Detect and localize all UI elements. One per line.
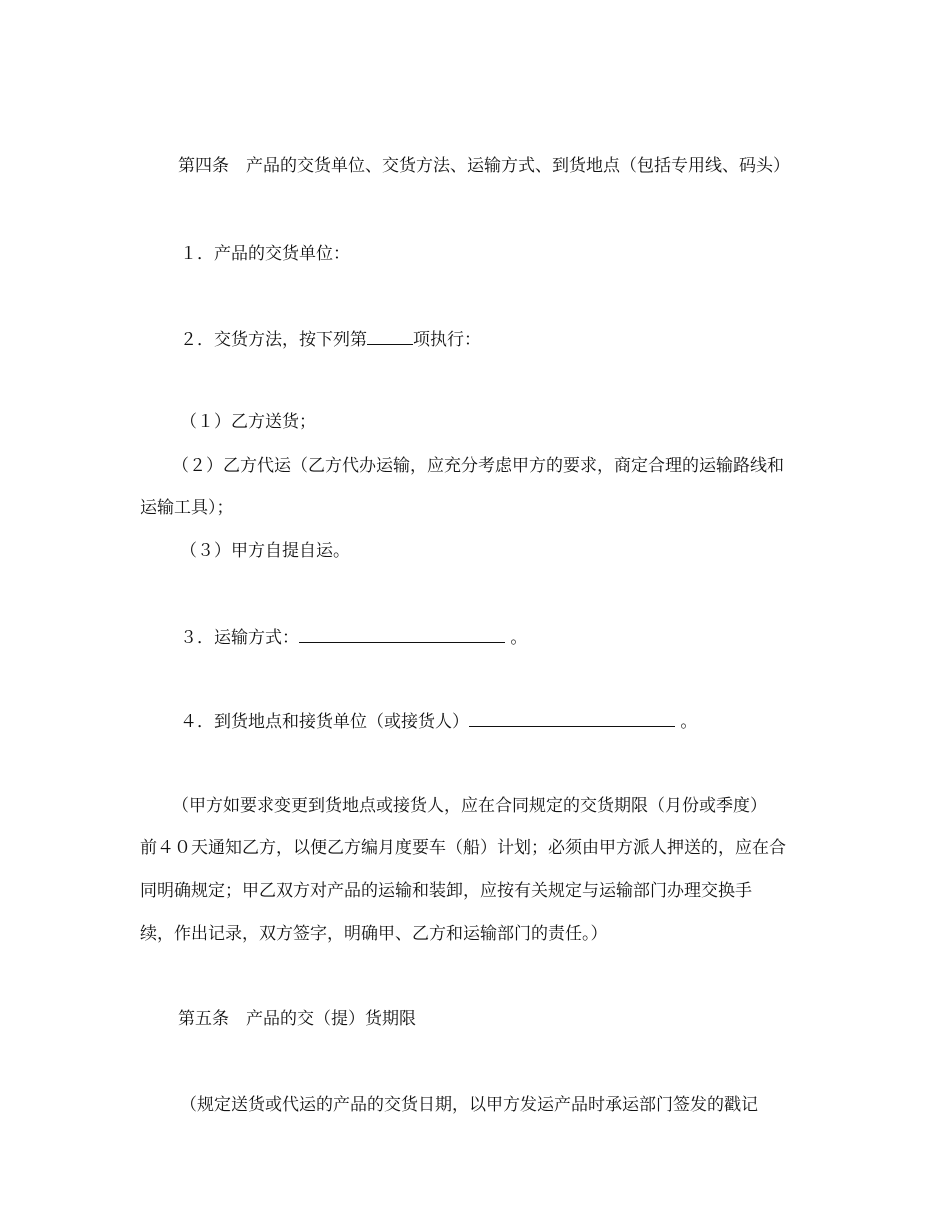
article4-item2 [180,326,481,352]
article4-item3 [180,624,527,650]
article4-item4-prefix: ４．到货地点和接货单位（或接货人） [180,712,469,732]
transport-mode-blank[interactable] [299,624,505,643]
delivery-option-3: （３）甲方自提自运。 [180,541,350,561]
article4-item1: １．产品的交货单位： [180,244,350,264]
delivery-method-blank[interactable] [367,326,413,345]
article5-note-line1: （规定送货或代运的产品的交货日期，以甲方发运产品时承运部门签发的戳记 [180,1095,758,1115]
article4-item4-suffix: 。 [680,712,698,732]
delivery-option-1: （１）乙方送货； [180,412,316,432]
article4-heading: 第四条 产品的交货单位、交货方法、运输方式、到货地点（包括专用线、码头） [178,156,790,176]
article4-item3-prefix: ３．运输方式： [180,628,299,648]
article4-item2-suffix: 项执行： [413,330,481,350]
article4-note-line1: （甲方如要求变更到货地点或接货人，应在合同规定的交货期限（月份或季度） [172,796,767,816]
article4-note-line2: 前４０天通知乙方，以便乙方编月度要车（船）计划；必须由甲方派人押送的，应在合 [140,838,786,858]
delivery-option-2-line1: （２）乙方代运（乙方代办运输，应充分考虑甲方的要求，商定合理的运输路线和 [172,456,784,476]
arrival-place-blank[interactable] [469,708,675,727]
delivery-option-2-line2: 运输工具）； [140,498,234,518]
article4-item4 [180,708,697,734]
article4-item3-suffix: 。 [510,628,528,648]
article4-note-line3: 同明确规定；甲乙双方对产品的运输和装卸，应按有关规定与运输部门办理交换手 [140,881,752,901]
article5-heading: 第五条 产品的交（提）货期限 [178,1009,416,1029]
article4-item2-prefix: ２．交货方法，按下列第 [180,330,367,350]
article4-note-line4: 续，作出记录，双方签字，明确甲、乙方和运输部门的责任。） [140,924,608,944]
